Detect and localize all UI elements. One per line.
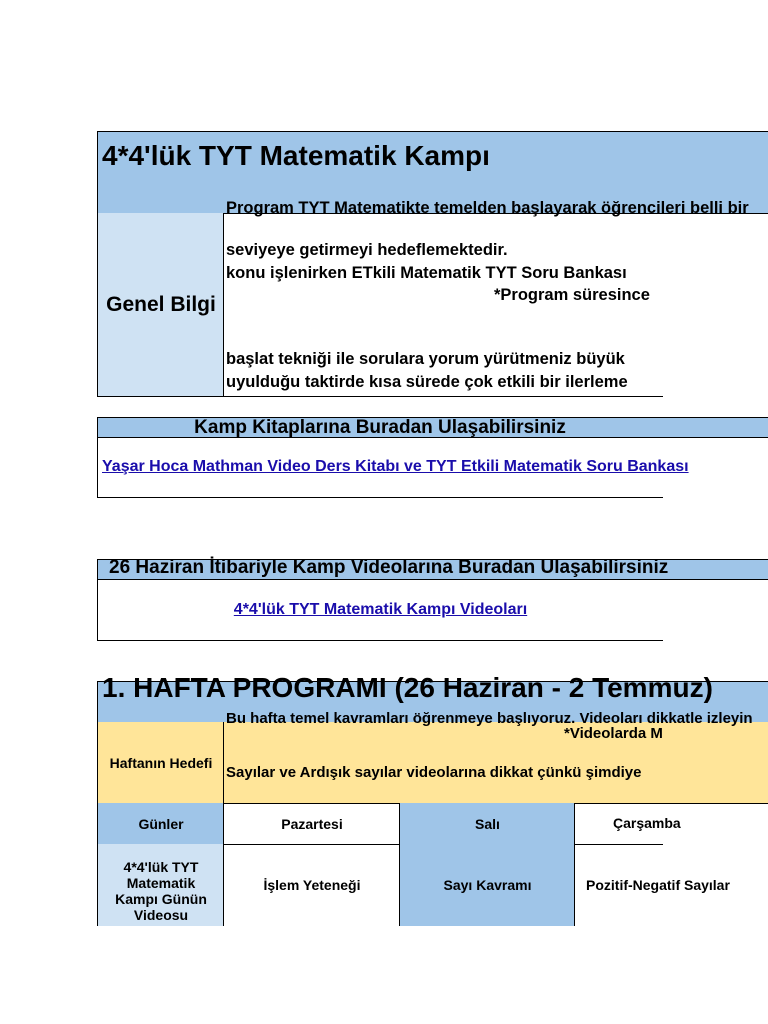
goal-text-cell [223,710,768,804]
video-label: 4*4'lük TYT Matematik Kampı Günün Videosu [115,859,207,923]
goal-line-top: Bu hafta temel kavramları öğrenmeye başlıyoruz. Videoları dikkatle izleyin [226,710,753,727]
video-tuesday: Sayı Kavramı [443,877,532,893]
day-cell-tuesday [399,803,575,845]
genel-bilgi-line-3: *Program süresince [494,286,650,304]
day-cell-wednesday [574,803,681,845]
day-monday: Pazartesi [281,815,343,832]
video-cell-monday [223,844,400,926]
goal-line-2: Sayılar ve Ardışık sayılar videolarına dikkat çünkü şimdiye [226,764,642,781]
day-tuesday: Salı [475,815,500,832]
genel-bilgi-line-2: konu işlenirken ETkili Matematik TYT Soru Bankası [226,264,627,282]
video-wednesday: Pozitif-Negatif Sayılar [586,877,730,893]
books-link-cell [97,437,689,498]
video-label-cell [97,844,224,926]
video-cell-wednesday [574,844,730,926]
day-cell-monday [223,803,400,845]
genel-bilgi-line-1: seviyeye getirmeyi hedeflemektedir. [226,241,508,259]
video-monday: İşlem Yeteneği [263,877,361,893]
days-label: Günler [138,815,184,832]
goal-label: Haftanın Hedefi [109,754,213,771]
videos-link[interactable]: 4*4'lük TYT Matematik Kampı Videoları [233,601,528,618]
days-label-cell [97,803,224,845]
videos-link-cell [97,580,663,641]
genel-bilgi-text-cell [223,199,749,397]
day-wednesday: Çarşamba [613,815,681,831]
videos-header: 26 Haziran İtibariyle Kamp Videolarına Buradan Ulaşabilirsiniz [109,557,669,578]
genel-bilgi-line-4: başlat tekniği ile sorulara yorum yürütmeniz büyük [226,350,625,368]
books-link[interactable]: Yaşar Hoca Mathman Video Ders Kitabı ve TYT Etkili Matematik Soru Bankası [102,458,689,475]
genel-bilgi-line-5: uyulduğu taktirde kısa sürede çok etkili bir ilerleme [226,373,628,391]
genel-bilgi-line-top: Program TYT Matematikte temelden başlayarak öğrencileri belli bir [226,199,749,217]
genel-bilgi-label-cell [97,213,224,397]
genel-bilgi-label: Genel Bilgi [106,292,216,316]
video-cell-tuesday [399,844,575,926]
week1-title: 1. HAFTA PROGRAMI (26 Haziran - 2 Temmuz) [102,672,713,703]
goal-label-cell [97,722,224,804]
books-header: Kamp Kitaplarına Buradan Ulaşabilirsiniz [194,417,566,438]
page-title: 4*4'lük TYT Matematik Kampı [102,140,490,171]
goal-line-1: *Videolarda M [564,725,663,742]
